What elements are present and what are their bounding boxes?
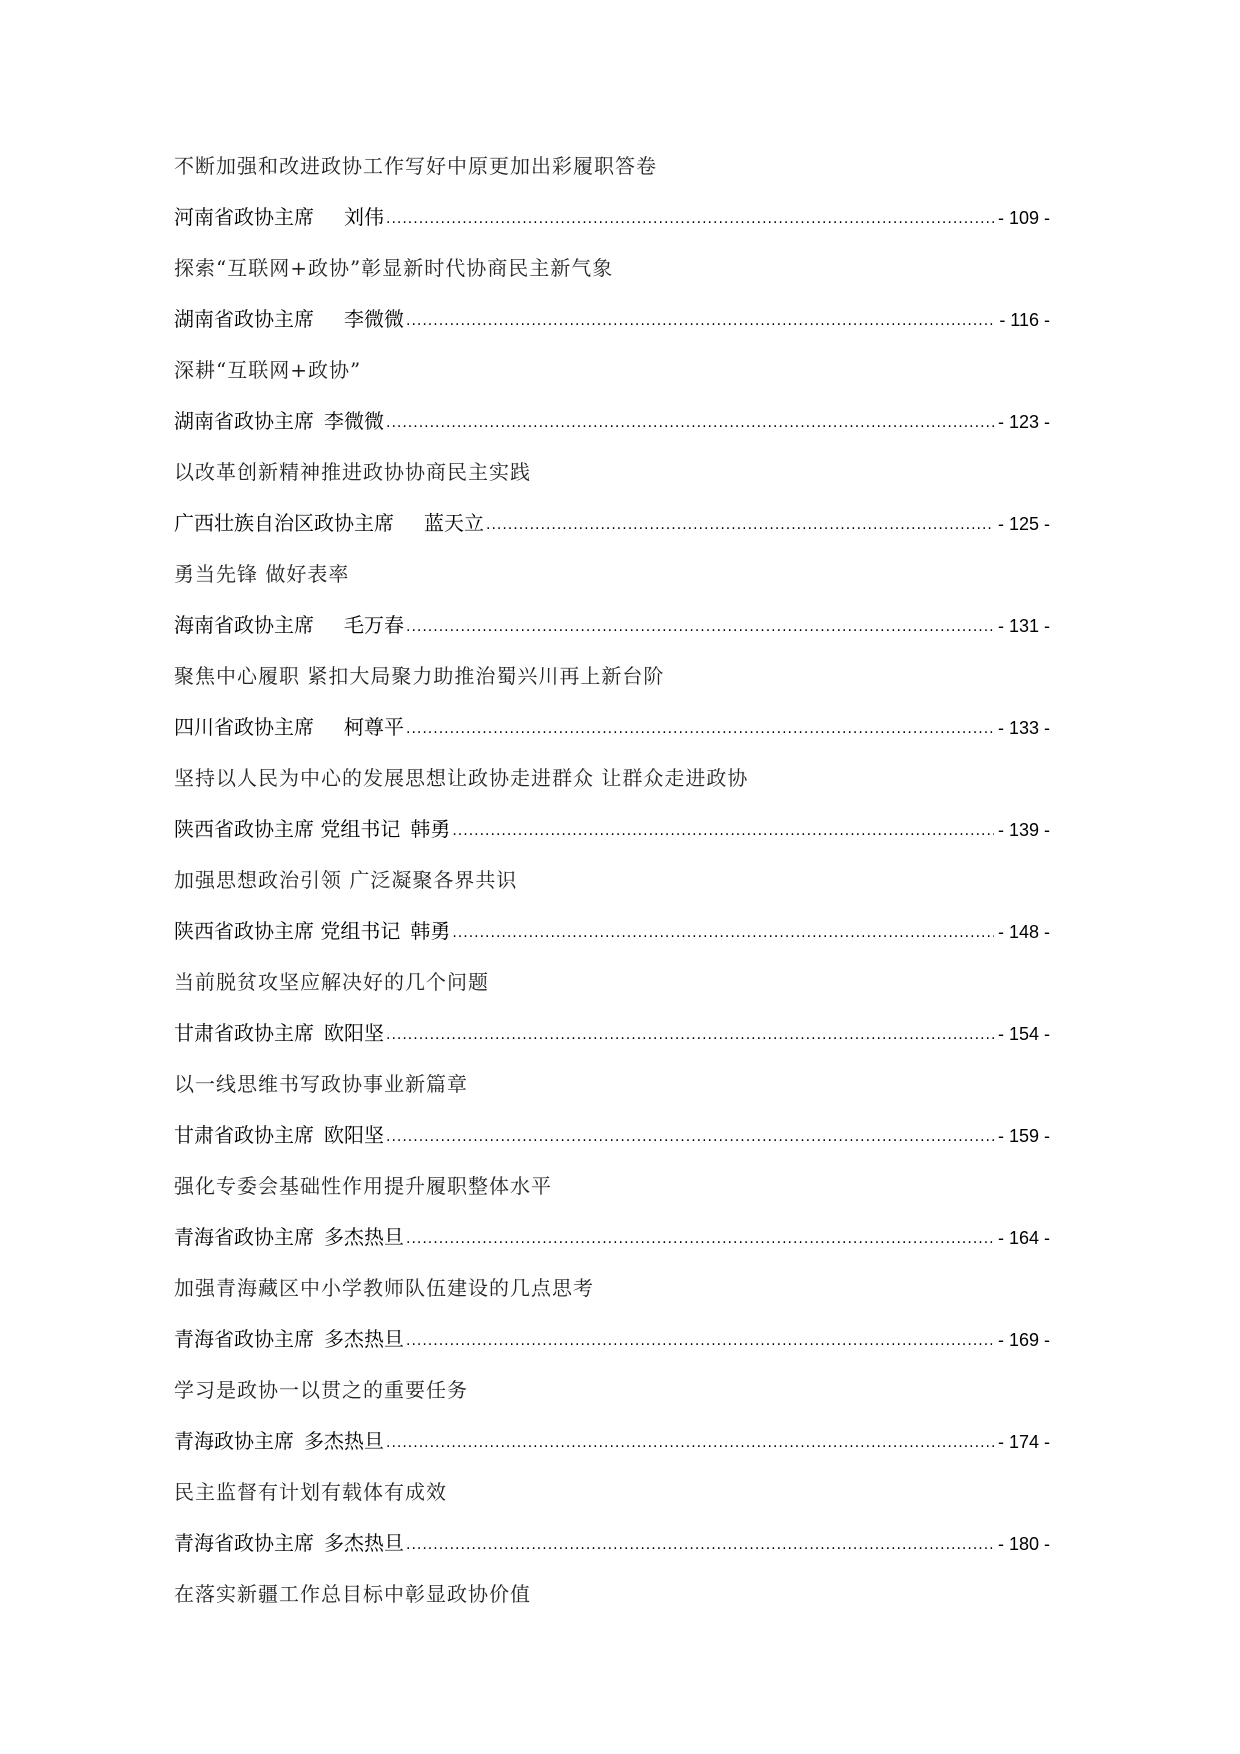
entry-author-line [174,1013,1050,1064]
dot-leader [386,1015,994,1055]
author-position: 湖南省政协主席 [174,409,314,433]
toc-entry [174,1064,1050,1166]
toc-entry [174,860,1050,962]
page-number: - 154 - [997,1024,1050,1044]
entry-author [174,605,404,645]
entry-title: 坚持以人民为中心的发展思想让政协走进群众 让群众走进政协 [174,766,749,790]
toc-entry [174,146,1050,248]
author-position: 四川省政协主席 [174,715,314,739]
page-number: - 116 - [999,310,1050,330]
author-name: 李微微 [324,409,384,433]
entry-author [174,1319,404,1359]
author-name: 多杰热旦 [324,1327,404,1351]
entry-author-line [174,1421,1050,1472]
entry-author [174,1013,384,1053]
author-name: 李微微 [344,307,404,331]
author-position: 海南省政协主席 [174,613,314,637]
entry-author [174,809,450,849]
entry-author [174,1115,384,1155]
page-number: - 148 - [997,922,1050,942]
entry-title: 聚焦中心履职 紧扣大局聚力助推治蜀兴川再上新台阶 [174,664,665,688]
toc-entry [174,656,1050,758]
author-position: 甘肃省政协主席 [174,1021,314,1045]
page-number: - 159 - [997,1126,1050,1146]
dot-leader [452,811,994,851]
entry-author-line [174,707,1050,758]
dot-leader [406,1525,994,1565]
dot-leader [386,403,994,443]
entry-author-line [174,401,1050,452]
entry-author [174,197,384,237]
author-position: 青海政协主席 [174,1429,294,1453]
author-name: 多杰热旦 [304,1429,384,1453]
entry-author-line [174,299,1050,350]
entry-title: 以一线思维书写政协事业新篇章 [174,1072,468,1096]
entry-author-line [174,503,1050,554]
page-number: - 109 - [997,208,1050,228]
entry-author-line [174,911,1050,962]
table-of-contents [174,146,1050,1625]
entry-author [174,911,450,951]
page-number: - 133 - [997,718,1050,738]
author-name: 多杰热旦 [324,1225,404,1249]
author-name: 柯尊平 [344,715,404,739]
page-number: - 174 - [997,1432,1050,1452]
entry-title: 以改革创新精神推进政协协商民主实践 [174,460,531,484]
dot-leader [386,199,994,239]
entry-author [174,707,404,747]
author-position: 湖南省政协主席 [174,307,314,331]
entry-author-line [174,809,1050,860]
toc-entry [174,350,1050,452]
page-number: - 180 - [997,1534,1050,1554]
dot-leader [406,1219,994,1259]
entry-author-line [174,1217,1050,1268]
dot-leader [386,1117,994,1157]
toc-entry [174,758,1050,860]
author-name: 刘伟 [344,205,384,229]
toc-entry [174,1166,1050,1268]
entry-title: 当前脱贫攻坚应解决好的几个问题 [174,970,489,994]
toc-entry [174,1268,1050,1370]
entry-title: 深耕“互联网+政协” [174,358,362,382]
entry-title: 强化专委会基础性作用提升履职整体水平 [174,1174,552,1198]
author-name: 欧阳坚 [324,1021,384,1045]
author-name: 韩勇 [410,919,451,943]
dot-leader [386,1423,994,1463]
dot-leader [406,607,994,647]
toc-entry [174,452,1050,554]
entry-author-line [174,605,1050,656]
entry-author [174,401,384,441]
author-position: 青海省政协主席 [174,1531,314,1555]
entry-title: 勇当先锋 做好表率 [174,562,350,586]
author-position: 广西壮族自治区政协主席 [174,511,394,535]
entry-author-line [174,1523,1050,1574]
author-position: 甘肃省政协主席 [174,1123,314,1147]
entry-title: 民主监督有计划有载体有成效 [174,1480,447,1504]
toc-entry [174,962,1050,1064]
page-number: - 139 - [997,820,1050,840]
toc-entry [174,1472,1050,1574]
dot-leader [406,709,994,749]
entry-author-line [174,1319,1050,1370]
author-position: 青海省政协主席 [174,1225,314,1249]
entry-title: 不断加强和改进政协工作写好中原更加出彩履职答卷 [174,154,657,178]
page-number: - 131 - [997,616,1050,636]
entry-author-line [174,197,1050,248]
entry-title: 加强青海藏区中小学教师队伍建设的几点思考 [174,1276,594,1300]
author-name: 毛万春 [344,613,404,637]
page-number: - 125 - [997,514,1050,534]
author-position: 青海省政协主席 [174,1327,314,1351]
entry-author [174,503,484,543]
toc-entry [174,248,1050,350]
author-position: 河南省政协主席 [174,205,314,229]
author-name: 韩勇 [410,817,451,841]
dot-leader [486,505,994,545]
page-number: - 164 - [997,1228,1050,1248]
entry-title: 学习是政协一以贯之的重要任务 [174,1378,468,1402]
dot-leader [406,1321,994,1361]
toc-entry [174,1574,1050,1625]
dot-leader [406,301,995,341]
entry-author-line [174,1115,1050,1166]
page-number: - 169 - [997,1330,1050,1350]
author-name: 多杰热旦 [324,1531,404,1555]
entry-author [174,299,404,339]
author-name: 蓝天立 [424,511,484,535]
toc-entry [174,1370,1050,1472]
author-name: 欧阳坚 [324,1123,384,1147]
page-number: - 123 - [997,412,1050,432]
author-position: 陕西省政协主席 党组书记 [174,919,401,943]
entry-author [174,1523,404,1563]
dot-leader [452,913,994,953]
entry-author [174,1217,404,1257]
toc-entry [174,554,1050,656]
author-position: 陕西省政协主席 党组书记 [174,817,401,841]
entry-title: 探索“互联网+政协”彰显新时代协商民主新气象 [174,256,614,280]
entry-title: 在落实新疆工作总目标中彰显政协价值 [174,1582,531,1606]
entry-author [174,1421,384,1461]
entry-title: 加强思想政治引领 广泛凝聚各界共识 [174,868,518,892]
